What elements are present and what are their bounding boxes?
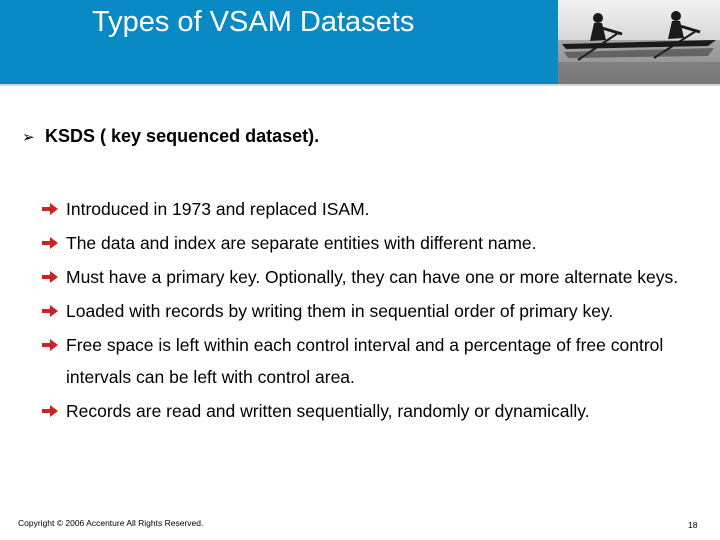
page-number: 18 [688,520,698,530]
main-bullet [22,126,319,147]
sub-bullet-text: Loaded with records by writing them in sequential order of primary key. [66,301,614,321]
header-photo [558,0,720,84]
sub-bullet-list [42,193,702,429]
header-divider [0,84,720,86]
sub-bullet-text: Records are read and written sequentially, randomly or dynamically. [66,401,590,421]
sub-bullet-text: Must have a primary key. Optionally, they can have one or more alternate keys. [66,267,679,287]
sub-bullet-item [42,227,702,259]
sub-bullet-text: Free space is left within each control interval and a percentage of free control intervals can be left with control area. [66,335,664,387]
sub-bullet-text: Introduced in 1973 and replaced ISAM. [66,199,370,219]
sub-bullet-item [42,329,702,393]
arrow-bullet-icon: ➢ [22,129,35,146]
red-arrow-icon [42,305,58,317]
slide-title: Types of VSAM Datasets [92,6,415,38]
sub-bullet-item [42,395,702,427]
sub-bullet-item [42,261,702,293]
title-bar [0,0,558,84]
sub-bullet-text: The data and index are separate entities with different name. [66,233,537,253]
red-arrow-icon [42,203,58,215]
red-arrow-icon [42,405,58,417]
red-arrow-icon [42,339,58,351]
sub-bullet-item [42,193,702,225]
red-arrow-icon [42,271,58,283]
footer-copyright: Copyright © 2006 Accenture All Rights Reserved. [18,518,204,528]
sub-bullet-item [42,295,702,327]
main-bullet-text: KSDS ( key sequenced dataset). [45,126,320,146]
red-arrow-icon [42,237,58,249]
